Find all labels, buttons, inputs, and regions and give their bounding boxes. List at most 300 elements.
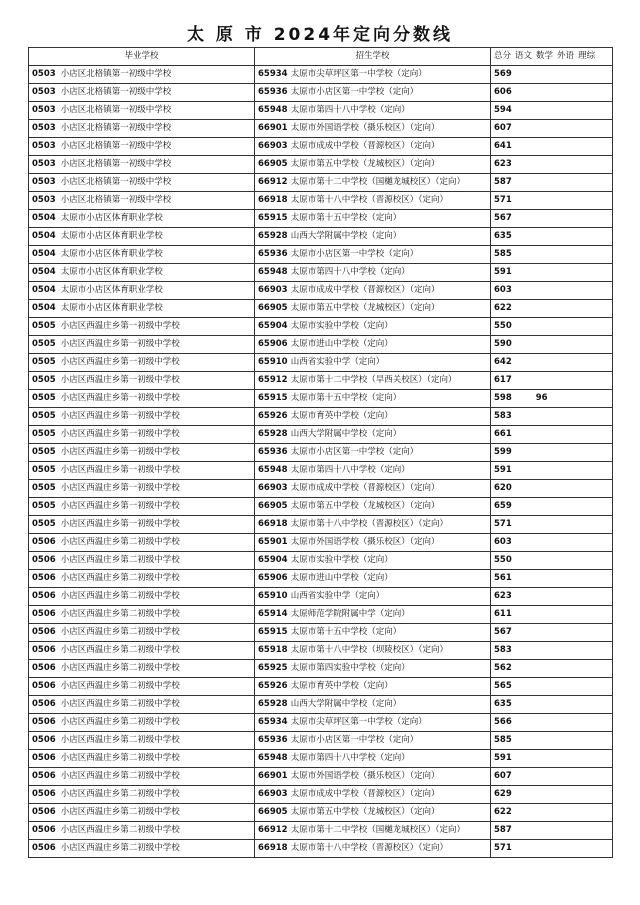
grad-school-cell bbox=[29, 228, 255, 246]
grad-school-name: 小店区西温庄乡第二初级中学校 bbox=[60, 825, 180, 835]
total-score: 599 bbox=[494, 447, 512, 457]
admit-school-name: 太原市第十二中学校（旱西关校区）（定向） bbox=[290, 375, 457, 385]
score-cell bbox=[491, 678, 613, 696]
admit-school-name: 太原市第十八中学校（晋源校区）（定向） bbox=[290, 519, 448, 529]
admit-school-code: 65936 bbox=[258, 447, 288, 457]
grad-school-name: 太原市小店区体育职业学校 bbox=[60, 285, 163, 295]
grad-school-code: 0503 bbox=[32, 141, 56, 151]
table-row bbox=[29, 840, 613, 858]
grad-school-name: 小店区西温庄乡第一初级中学校 bbox=[60, 447, 180, 457]
table-row bbox=[29, 102, 613, 120]
total-score: 585 bbox=[494, 735, 512, 745]
grad-school-cell bbox=[29, 552, 255, 570]
total-score: 611 bbox=[494, 609, 512, 619]
grad-school-name: 小店区西温庄乡第二初级中学校 bbox=[60, 717, 180, 727]
grad-school-code: 0503 bbox=[32, 69, 56, 79]
admit-school-cell bbox=[255, 444, 491, 462]
admit-school-code: 66903 bbox=[258, 483, 288, 493]
admit-school-code: 65912 bbox=[258, 375, 288, 385]
grad-school-cell bbox=[29, 696, 255, 714]
admit-school-code: 65918 bbox=[258, 645, 288, 655]
admit-school-cell bbox=[255, 588, 491, 606]
total-score: 620 bbox=[494, 483, 512, 493]
total-score: 617 bbox=[494, 375, 512, 385]
admit-school-name: 太原市成成中学校（晋源校区）（定向） bbox=[290, 483, 440, 493]
table-row bbox=[29, 516, 613, 534]
admit-school-cell bbox=[255, 570, 491, 588]
grad-school-cell bbox=[29, 354, 255, 372]
grad-school-cell bbox=[29, 264, 255, 282]
table-row bbox=[29, 570, 613, 588]
admit-school-cell bbox=[255, 552, 491, 570]
score-cell bbox=[491, 696, 613, 714]
grad-school-code: 0506 bbox=[32, 753, 56, 763]
table-row bbox=[29, 174, 613, 192]
grad-school-name: 小店区西温庄乡第一初级中学校 bbox=[60, 429, 180, 439]
grad-school-name: 小店区西温庄乡第二初级中学校 bbox=[60, 537, 180, 547]
table-row bbox=[29, 138, 613, 156]
grad-school-cell bbox=[29, 390, 255, 408]
total-score: 587 bbox=[494, 825, 512, 835]
grad-school-name: 小店区西温庄乡第一初级中学校 bbox=[60, 501, 180, 511]
grad-school-cell bbox=[29, 498, 255, 516]
admit-school-name: 太原市小店区第一中学校（定向） bbox=[290, 249, 419, 259]
total-score: 607 bbox=[494, 771, 512, 781]
score-cell bbox=[491, 336, 613, 354]
admit-school-name: 山西大学附属中学校（定向） bbox=[290, 429, 402, 439]
score-cell bbox=[491, 570, 613, 588]
grad-school-code: 0504 bbox=[32, 231, 56, 241]
score-cell bbox=[491, 732, 613, 750]
admit-school-code: 66905 bbox=[258, 501, 288, 511]
admit-school-code: 66905 bbox=[258, 807, 288, 817]
grad-school-cell bbox=[29, 282, 255, 300]
admit-school-code: 66905 bbox=[258, 159, 288, 169]
grad-school-code: 0506 bbox=[32, 717, 56, 727]
score-cell bbox=[491, 660, 613, 678]
table-row bbox=[29, 246, 613, 264]
grad-school-code: 0505 bbox=[32, 411, 56, 421]
grad-school-code: 0506 bbox=[32, 627, 56, 637]
score-cell bbox=[491, 786, 613, 804]
grad-school-name: 小店区西温庄乡第二初级中学校 bbox=[60, 663, 180, 673]
grad-school-name: 小店区西温庄乡第一初级中学校 bbox=[60, 393, 180, 403]
table-row bbox=[29, 804, 613, 822]
admit-school-cell bbox=[255, 390, 491, 408]
chinese-score: 96 bbox=[535, 393, 548, 403]
admit-school-name: 太原市第十八中学校（晋源校区）（定向） bbox=[290, 195, 448, 205]
table-row bbox=[29, 444, 613, 462]
score-cell bbox=[491, 84, 613, 102]
admit-school-code: 65904 bbox=[258, 321, 288, 331]
admit-school-code: 65936 bbox=[258, 249, 288, 259]
header-grad-school: 毕业学校 bbox=[29, 48, 255, 66]
score-cell bbox=[491, 516, 613, 534]
total-score: 567 bbox=[494, 213, 512, 223]
grad-school-name: 小店区西温庄乡第二初级中学校 bbox=[60, 591, 180, 601]
total-score: 623 bbox=[494, 159, 512, 169]
total-score: 590 bbox=[494, 339, 512, 349]
grad-school-name: 小店区北格镇第一初级中学校 bbox=[60, 177, 172, 187]
table-row bbox=[29, 696, 613, 714]
grad-school-code: 0505 bbox=[32, 447, 56, 457]
admit-school-code: 65936 bbox=[258, 87, 288, 97]
header-foreign-language: 外语 bbox=[557, 51, 575, 61]
grad-school-cell bbox=[29, 192, 255, 210]
grad-school-cell bbox=[29, 138, 255, 156]
admit-school-code: 65901 bbox=[258, 537, 288, 547]
admit-school-cell bbox=[255, 282, 491, 300]
grad-school-cell bbox=[29, 318, 255, 336]
score-cell bbox=[491, 444, 613, 462]
table-row bbox=[29, 480, 613, 498]
admit-school-name: 太原市成成中学校（晋源校区）（定向） bbox=[290, 141, 440, 151]
score-cell bbox=[491, 840, 613, 858]
admit-school-name: 太原市第五中学校（龙城校区）（定向） bbox=[290, 501, 440, 511]
admit-school-cell bbox=[255, 804, 491, 822]
score-cell bbox=[491, 588, 613, 606]
total-score: 603 bbox=[494, 285, 512, 295]
admit-school-cell bbox=[255, 192, 491, 210]
grad-school-cell bbox=[29, 156, 255, 174]
admit-school-cell bbox=[255, 714, 491, 732]
table-row bbox=[29, 282, 613, 300]
table-row bbox=[29, 210, 613, 228]
total-score: 635 bbox=[494, 699, 512, 709]
score-cell bbox=[491, 714, 613, 732]
score-cell bbox=[491, 210, 613, 228]
admit-school-cell bbox=[255, 372, 491, 390]
admit-school-code: 65928 bbox=[258, 699, 288, 709]
grad-school-code: 0506 bbox=[32, 645, 56, 655]
admit-school-name: 太原市第十五中学校（定向） bbox=[290, 213, 402, 223]
table-row bbox=[29, 750, 613, 768]
admit-school-cell bbox=[255, 732, 491, 750]
total-score: 623 bbox=[494, 591, 512, 601]
grad-school-code: 0506 bbox=[32, 735, 56, 745]
grad-school-name: 太原市小店区体育职业学校 bbox=[60, 231, 163, 241]
score-cell bbox=[491, 156, 613, 174]
admit-school-cell bbox=[255, 354, 491, 372]
table-row bbox=[29, 732, 613, 750]
admit-school-cell bbox=[255, 408, 491, 426]
score-cell bbox=[491, 66, 613, 84]
admit-school-name: 山西大学附属中学校（定向） bbox=[290, 699, 402, 709]
score-cell bbox=[491, 192, 613, 210]
grad-school-name: 小店区西温庄乡第一初级中学校 bbox=[60, 321, 180, 331]
grad-school-cell bbox=[29, 408, 255, 426]
admit-school-code: 66918 bbox=[258, 195, 288, 205]
grad-school-code: 0503 bbox=[32, 87, 56, 97]
grad-school-cell bbox=[29, 462, 255, 480]
grad-school-name: 小店区北格镇第一初级中学校 bbox=[60, 141, 172, 151]
grad-school-code: 0504 bbox=[32, 285, 56, 295]
grad-school-cell bbox=[29, 372, 255, 390]
admit-school-code: 66918 bbox=[258, 843, 288, 853]
score-cell bbox=[491, 498, 613, 516]
admit-school-cell bbox=[255, 228, 491, 246]
total-score: 642 bbox=[494, 357, 512, 367]
admit-school-code: 66901 bbox=[258, 123, 288, 133]
grad-school-name: 小店区北格镇第一初级中学校 bbox=[60, 195, 172, 205]
grad-school-name: 小店区西温庄乡第二初级中学校 bbox=[60, 771, 180, 781]
grad-school-code: 0506 bbox=[32, 537, 56, 547]
total-score: 583 bbox=[494, 645, 512, 655]
grad-school-name: 小店区西温庄乡第一初级中学校 bbox=[60, 375, 180, 385]
grad-school-cell bbox=[29, 210, 255, 228]
admit-school-cell bbox=[255, 624, 491, 642]
total-score: 591 bbox=[494, 753, 512, 763]
admit-school-name: 太原市第四十八中学校（定向） bbox=[290, 105, 410, 115]
grad-school-cell bbox=[29, 786, 255, 804]
score-cell bbox=[491, 804, 613, 822]
grad-school-name: 小店区西温庄乡第二初级中学校 bbox=[60, 699, 180, 709]
grad-school-code: 0505 bbox=[32, 321, 56, 331]
admit-school-code: 65906 bbox=[258, 339, 288, 349]
table-row bbox=[29, 606, 613, 624]
admit-school-name: 太原市小店区第一中学校（定向） bbox=[290, 87, 419, 97]
grad-school-code: 0506 bbox=[32, 555, 56, 565]
admit-school-cell bbox=[255, 606, 491, 624]
grad-school-cell bbox=[29, 624, 255, 642]
admit-school-cell bbox=[255, 318, 491, 336]
total-score: 565 bbox=[494, 681, 512, 691]
admit-school-name: 太原市第十八中学校（晋源校区）（定向） bbox=[290, 843, 448, 853]
admit-school-name: 太原市小店区第一中学校（定向） bbox=[290, 447, 419, 457]
table-row bbox=[29, 156, 613, 174]
table-row bbox=[29, 84, 613, 102]
admit-school-code: 65928 bbox=[258, 231, 288, 241]
grad-school-name: 太原市小店区体育职业学校 bbox=[60, 213, 163, 223]
total-score: 567 bbox=[494, 627, 512, 637]
grad-school-name: 小店区西温庄乡第一初级中学校 bbox=[60, 357, 180, 367]
admit-school-code: 65910 bbox=[258, 591, 288, 601]
grad-school-cell bbox=[29, 768, 255, 786]
admit-school-name: 太原市第五中学校（龙城校区）（定向） bbox=[290, 303, 440, 313]
score-cell bbox=[491, 408, 613, 426]
grad-school-code: 0505 bbox=[32, 393, 56, 403]
admit-school-code: 65948 bbox=[258, 753, 288, 763]
total-score: 583 bbox=[494, 411, 512, 421]
score-cell bbox=[491, 318, 613, 336]
table-row bbox=[29, 372, 613, 390]
admit-school-cell bbox=[255, 102, 491, 120]
grad-school-code: 0505 bbox=[32, 465, 56, 475]
grad-school-cell bbox=[29, 714, 255, 732]
score-cell bbox=[491, 138, 613, 156]
table-row bbox=[29, 588, 613, 606]
admit-school-code: 65948 bbox=[258, 465, 288, 475]
table-row bbox=[29, 228, 613, 246]
table-row bbox=[29, 534, 613, 552]
score-cell bbox=[491, 606, 613, 624]
admit-school-code: 66903 bbox=[258, 141, 288, 151]
admit-school-name: 太原市第四十八中学校（定向） bbox=[290, 753, 410, 763]
admit-school-name: 太原市第五中学校（龙城校区）（定向） bbox=[290, 159, 440, 169]
admit-school-cell bbox=[255, 642, 491, 660]
admit-school-code: 65948 bbox=[258, 267, 288, 277]
grad-school-code: 0503 bbox=[32, 123, 56, 133]
grad-school-cell bbox=[29, 822, 255, 840]
grad-school-code: 0506 bbox=[32, 789, 56, 799]
header-total: 总分 bbox=[494, 51, 512, 61]
admit-school-cell bbox=[255, 138, 491, 156]
grad-school-name: 太原市小店区体育职业学校 bbox=[60, 249, 163, 259]
admit-school-code: 66918 bbox=[258, 519, 288, 529]
grad-school-code: 0504 bbox=[32, 213, 56, 223]
admit-school-cell bbox=[255, 786, 491, 804]
grad-school-code: 0506 bbox=[32, 573, 56, 583]
total-score: 629 bbox=[494, 789, 512, 799]
admit-school-cell bbox=[255, 822, 491, 840]
grad-school-name: 小店区西温庄乡第二初级中学校 bbox=[60, 681, 180, 691]
total-score: 607 bbox=[494, 123, 512, 133]
grad-school-cell bbox=[29, 750, 255, 768]
table-row bbox=[29, 300, 613, 318]
grad-school-code: 0505 bbox=[32, 429, 56, 439]
total-score: 594 bbox=[494, 105, 512, 115]
admit-school-name: 太原市实验中学校（定向） bbox=[290, 321, 393, 331]
score-cell bbox=[491, 624, 613, 642]
admit-school-code: 65915 bbox=[258, 627, 288, 637]
admit-school-name: 太原市成成中学校（晋源校区）（定向） bbox=[290, 789, 440, 799]
score-table bbox=[28, 47, 613, 858]
score-cell bbox=[491, 282, 613, 300]
table-row bbox=[29, 318, 613, 336]
table-row bbox=[29, 192, 613, 210]
grad-school-name: 小店区西温庄乡第一初级中学校 bbox=[60, 339, 180, 349]
score-cell bbox=[491, 768, 613, 786]
grad-school-name: 小店区西温庄乡第二初级中学校 bbox=[60, 645, 180, 655]
admit-school-code: 65925 bbox=[258, 663, 288, 673]
admit-school-code: 66912 bbox=[258, 177, 288, 187]
table-row bbox=[29, 786, 613, 804]
grad-school-name: 小店区北格镇第一初级中学校 bbox=[60, 159, 172, 169]
admit-school-code: 66901 bbox=[258, 771, 288, 781]
admit-school-cell bbox=[255, 768, 491, 786]
grad-school-cell bbox=[29, 336, 255, 354]
table-row bbox=[29, 714, 613, 732]
table-row bbox=[29, 120, 613, 138]
total-score: 591 bbox=[494, 267, 512, 277]
table-row bbox=[29, 354, 613, 372]
admit-school-name: 太原市外国语学校（摄乐校区）（定向） bbox=[290, 123, 440, 133]
grad-school-name: 太原市小店区体育职业学校 bbox=[60, 267, 163, 277]
header-science: 理综 bbox=[578, 51, 596, 61]
grad-school-code: 0505 bbox=[32, 357, 56, 367]
admit-school-cell bbox=[255, 264, 491, 282]
grad-school-name: 小店区西温庄乡第二初级中学校 bbox=[60, 807, 180, 817]
score-cell bbox=[491, 246, 613, 264]
table-row bbox=[29, 660, 613, 678]
grad-school-cell bbox=[29, 804, 255, 822]
grad-school-cell bbox=[29, 426, 255, 444]
grad-school-cell bbox=[29, 174, 255, 192]
admit-school-code: 65948 bbox=[258, 105, 288, 115]
admit-school-name: 太原市第十五中学校（定向） bbox=[290, 627, 402, 637]
admit-school-cell bbox=[255, 498, 491, 516]
score-cell bbox=[491, 426, 613, 444]
grad-school-cell bbox=[29, 516, 255, 534]
grad-school-code: 0506 bbox=[32, 825, 56, 835]
admit-school-cell bbox=[255, 750, 491, 768]
total-score: 585 bbox=[494, 249, 512, 259]
total-score: 635 bbox=[494, 231, 512, 241]
grad-school-name: 小店区西温庄乡第二初级中学校 bbox=[60, 753, 180, 763]
grad-school-code: 0506 bbox=[32, 663, 56, 673]
total-score: 550 bbox=[494, 321, 512, 331]
grad-school-cell bbox=[29, 606, 255, 624]
grad-school-name: 小店区西温庄乡第二初级中学校 bbox=[60, 573, 180, 583]
admit-school-code: 65904 bbox=[258, 555, 288, 565]
grad-school-cell bbox=[29, 534, 255, 552]
admit-school-code: 65914 bbox=[258, 609, 288, 619]
grad-school-name: 小店区西温庄乡第二初级中学校 bbox=[60, 735, 180, 745]
total-score: 622 bbox=[494, 303, 512, 313]
admit-school-code: 65934 bbox=[258, 69, 288, 79]
table-row bbox=[29, 426, 613, 444]
score-cell bbox=[491, 642, 613, 660]
grad-school-name: 小店区北格镇第一初级中学校 bbox=[60, 105, 172, 115]
total-score: 622 bbox=[494, 807, 512, 817]
grad-school-name: 小店区西温庄乡第一初级中学校 bbox=[60, 483, 180, 493]
table-row bbox=[29, 264, 613, 282]
score-cell bbox=[491, 750, 613, 768]
header-math: 数学 bbox=[536, 51, 554, 61]
admit-school-name: 太原市外国语学校（摄乐校区）（定向） bbox=[290, 537, 440, 547]
grad-school-code: 0505 bbox=[32, 375, 56, 385]
admit-school-name: 太原市育英中学校（定向） bbox=[290, 681, 393, 691]
total-score: 641 bbox=[494, 141, 512, 151]
admit-school-code: 66903 bbox=[258, 285, 288, 295]
admit-school-name: 太原市第十八中学校（坝陵校区）（定向） bbox=[290, 645, 448, 655]
grad-school-name: 小店区北格镇第一初级中学校 bbox=[60, 69, 172, 79]
admit-school-name: 太原市尖草坪区第一中学校（定向） bbox=[290, 69, 427, 79]
grad-school-cell bbox=[29, 300, 255, 318]
admit-school-cell bbox=[255, 462, 491, 480]
total-score: 571 bbox=[494, 195, 512, 205]
grad-school-name: 小店区西温庄乡第二初级中学校 bbox=[60, 609, 180, 619]
grad-school-code: 0506 bbox=[32, 699, 56, 709]
admit-school-cell bbox=[255, 246, 491, 264]
score-cell bbox=[491, 822, 613, 840]
total-score: 603 bbox=[494, 537, 512, 547]
score-cell bbox=[491, 120, 613, 138]
grad-school-name: 太原市小店区体育职业学校 bbox=[60, 303, 163, 313]
admit-school-cell bbox=[255, 120, 491, 138]
grad-school-cell bbox=[29, 642, 255, 660]
table-row bbox=[29, 66, 613, 84]
table-row bbox=[29, 822, 613, 840]
admit-school-name: 太原市第十二中学校（国樾龙城校区）（定向） bbox=[290, 825, 465, 835]
grad-school-code: 0503 bbox=[32, 177, 56, 187]
admit-school-code: 65926 bbox=[258, 411, 288, 421]
grad-school-name: 小店区西温庄乡第一初级中学校 bbox=[60, 519, 180, 529]
score-cell bbox=[491, 264, 613, 282]
grad-school-code: 0504 bbox=[32, 303, 56, 313]
score-cell bbox=[491, 480, 613, 498]
grad-school-cell bbox=[29, 246, 255, 264]
score-cell bbox=[491, 534, 613, 552]
grad-school-cell bbox=[29, 588, 255, 606]
admit-school-name: 太原市育英中学校（定向） bbox=[290, 411, 393, 421]
grad-school-code: 0505 bbox=[32, 501, 56, 511]
admit-school-cell bbox=[255, 534, 491, 552]
grad-school-code: 0505 bbox=[32, 483, 56, 493]
total-score: 562 bbox=[494, 663, 512, 673]
admit-school-code: 65934 bbox=[258, 717, 288, 727]
grad-school-name: 小店区西温庄乡第二初级中学校 bbox=[60, 627, 180, 637]
